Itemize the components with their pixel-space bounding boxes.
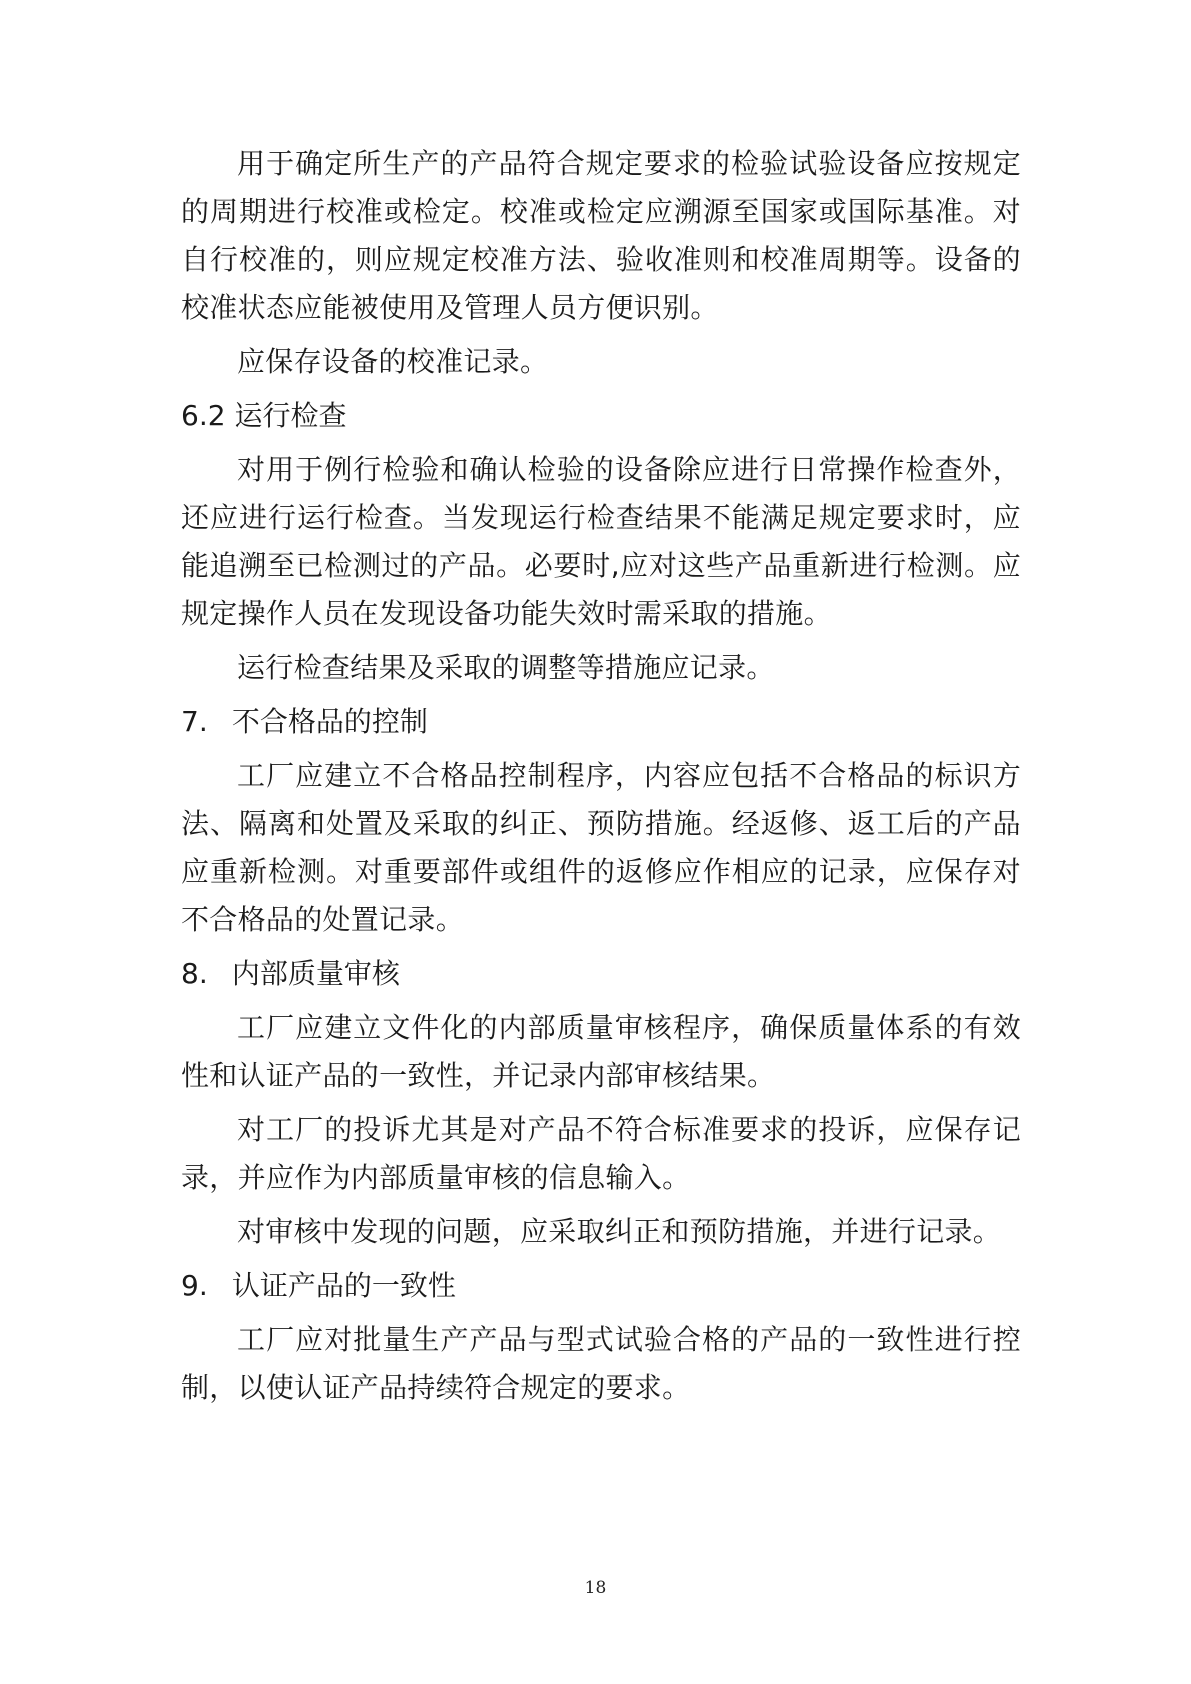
section-number: 7. [181,705,208,738]
paragraph-internal-audit: 工厂应建立文件化的内部质量审核程序，确保质量体系的有效性和认证产品的一致性，并记录内部审核结果。 [181,1011,1021,1092]
paragraph-nonconforming: 工厂应建立不合格品控制程序，内容应包括不合格品的标识方法、隔离和处置及采取的纠正、预防措施。经返修、返工后的产品应重新检测。对重要部件或组件的返修应作相应的记录，应保存对不合格品的处置记录。 [181,759,1021,936]
section-heading-8 [181,950,1021,998]
section-title: 运行检查 [234,399,347,432]
document-body [181,140,1021,1418]
section-heading-6-2 [181,392,1021,440]
section-title: 不合格品的控制 [231,705,428,738]
paragraph-calibration-record: 应保存设备的校准记录。 [237,345,549,378]
section-number: 9. [181,1269,208,1302]
paragraph-operation-record: 运行检查结果及采取的调整等措施应记录。 [237,651,775,684]
section-title: 认证产品的一致性 [231,1269,456,1302]
page-number: 18 [584,1578,607,1598]
section-title: 内部质量审核 [231,957,400,990]
section-number: 8. [181,957,208,990]
section-number: 6.2 [181,399,226,432]
section-heading-7 [181,698,1021,746]
paragraph-operation-check: 对用于例行检验和确认检验的设备除应进行日常操作检查外，还应进行运行检查。当发现运行检查结果不能满足规定要求时，应能追溯至已检测过的产品。必要时,应对这些产品重新进行检测。应规定操作人员在发现设备功能失效时需采取的措施。 [181,453,1021,630]
paragraph-complaints: 对工厂的投诉尤其是对产品不符合标准要求的投诉，应保存记录，并应作为内部质量审核的信息输入。 [181,1113,1021,1194]
section-heading-9 [181,1262,1021,1310]
paragraph-audit-issues: 对审核中发现的问题，应采取纠正和预防措施，并进行记录。 [237,1215,1002,1248]
paragraph-calibration: 用于确定所生产的产品符合规定要求的检验试验设备应按规定的周期进行校准或检定。校准或检定应溯源至国家或国际基准。对自行校准的，则应规定校准方法、验收准则和校准周期等。设备的校准状态应能被使用及管理人员方便识别。 [181,147,1021,324]
paragraph-consistency: 工厂应对批量生产产品与型式试验合格的产品的一致性进行控制，以使认证产品持续符合规定的要求。 [181,1323,1021,1404]
